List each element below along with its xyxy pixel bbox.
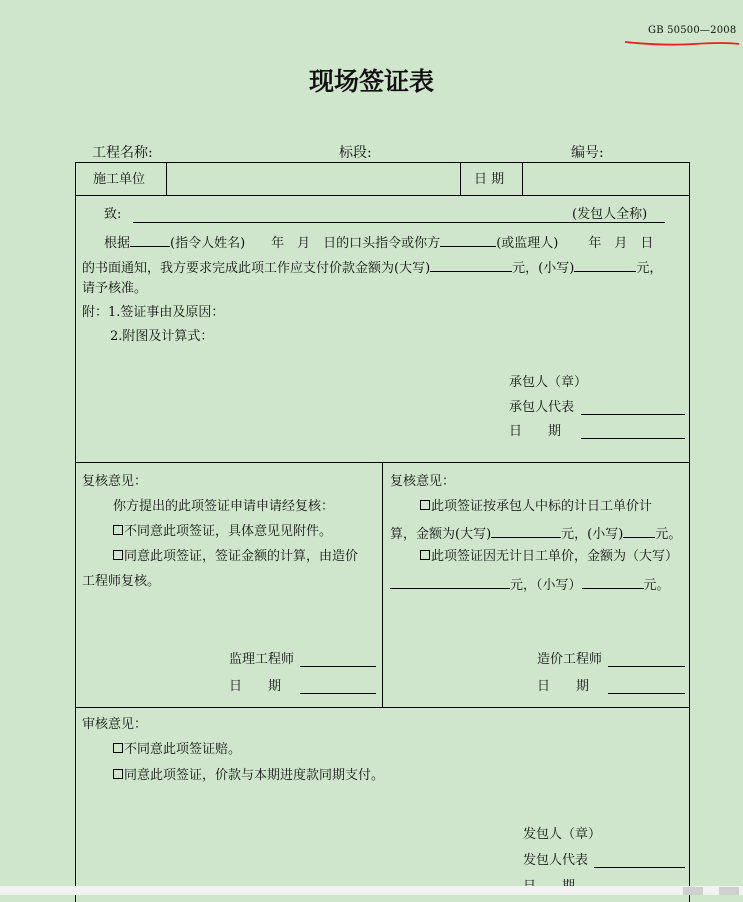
review-right-option-2-cont — [390, 574, 670, 595]
text: 元，(小写) — [512, 261, 575, 276]
contractor-date-line — [581, 438, 685, 439]
divider — [460, 163, 461, 195]
text: 此项签证因无计日工单价，金额为（大写） — [431, 549, 679, 564]
attachment-1: 附：1.签证事由及原因： — [82, 305, 225, 320]
text: 不同意此项签证，具体意见见附件。 — [124, 524, 333, 539]
checkbox[interactable] — [113, 769, 123, 779]
divider — [382, 462, 383, 707]
review-left-heading: 复核意见： — [82, 474, 148, 489]
review-right-heading: 复核意见： — [390, 474, 456, 489]
audit-option-2 — [113, 767, 384, 785]
visa-basis-line — [104, 232, 653, 253]
text: 年 月 日 — [588, 236, 654, 251]
text: 元，(小写) — [561, 527, 624, 542]
text: 元，（小写） — [510, 578, 582, 593]
text: 算，金额为(大写) — [390, 527, 492, 542]
scroll-left-button[interactable] — [683, 887, 703, 895]
checkbox[interactable] — [420, 550, 430, 560]
visa-form-table — [75, 162, 690, 902]
divider — [76, 195, 689, 196]
page-title: 现场签证表 — [308, 67, 434, 96]
project-name-label: 工程名称: — [92, 145, 153, 161]
employer-seal: 发包人（章） — [523, 827, 602, 842]
text: 年 月 日的口头指令或你方 — [271, 236, 441, 251]
text: (或监理人) — [496, 236, 559, 251]
red-annotation-mark — [624, 40, 740, 47]
text: (指令人姓名) — [170, 236, 246, 251]
contractor-unit-label: 施工单位 — [93, 172, 146, 187]
text: 根据 — [104, 236, 131, 251]
text: 的书面通知，我方要求完成此项工作应支付价款金额为(大写) — [82, 261, 431, 276]
scroll-right-button[interactable] — [719, 887, 739, 895]
contractor-rep-line — [581, 414, 685, 415]
review-left-option-1 — [113, 523, 332, 541]
amount-line — [82, 257, 662, 278]
review-left-intro: 你方提出的此项签证申请申请经复核： — [113, 499, 335, 514]
contractor-rep-label: 承包人代表 — [509, 400, 575, 415]
cost-engineer-label: 造价工程师 — [537, 652, 603, 667]
text: 此项签证按承包人中标的计日工单价计 — [431, 499, 653, 514]
text: 元， — [636, 261, 663, 276]
checkbox[interactable] — [113, 550, 123, 560]
attachment-2: 2.附图及计算式： — [110, 329, 214, 344]
supervising-date-line — [300, 693, 376, 694]
recipient-hint: (发包人全称) — [572, 207, 648, 222]
approval-request: 请予核准。 — [82, 281, 148, 296]
audit-heading: 审核意见： — [82, 717, 148, 732]
supervising-engineer-label: 监理工程师 — [229, 652, 295, 667]
review-left-option-2 — [113, 548, 358, 566]
contractor-date-label: 日 期 — [509, 424, 562, 439]
cost-date-label: 日 期 — [537, 679, 590, 694]
contractor-seal: 承包人（章） — [509, 375, 588, 390]
employer-rep-line — [594, 867, 685, 868]
section-label: 标段: — [339, 145, 372, 161]
checkbox[interactable] — [113, 743, 123, 753]
divider — [522, 163, 523, 195]
review-left-option-2-cont: 工程师复核。 — [82, 574, 161, 589]
text: 不同意此项签证赔。 — [124, 742, 242, 757]
employer-rep-label: 发包人代表 — [523, 853, 589, 868]
horizontal-scrollbar[interactable] — [0, 886, 743, 895]
text: 元。 — [655, 527, 682, 542]
cost-date-line — [608, 693, 685, 694]
text: 元。 — [643, 578, 670, 593]
text: 同意此项签证，签证金额的计算，由造价 — [124, 549, 359, 564]
audit-option-1 — [113, 741, 241, 759]
supervising-date-label: 日 期 — [229, 679, 282, 694]
divider — [166, 163, 167, 195]
to-label: 致: — [104, 207, 122, 222]
review-right-option-2 — [420, 548, 678, 566]
checkbox[interactable] — [113, 525, 123, 535]
standard-code: GB 50500—2008 — [648, 25, 737, 36]
review-right-option-1-cont — [390, 523, 681, 544]
divider — [76, 707, 689, 708]
number-label: 编号: — [571, 145, 604, 161]
date-label: 日 期 — [474, 172, 505, 187]
supervising-engineer-line — [300, 666, 376, 667]
cost-engineer-line — [608, 666, 685, 667]
review-right-option-1 — [420, 498, 652, 516]
text: 同意此项签证，价款与本期进度款同期支付。 — [124, 768, 385, 783]
checkbox[interactable] — [420, 500, 430, 510]
